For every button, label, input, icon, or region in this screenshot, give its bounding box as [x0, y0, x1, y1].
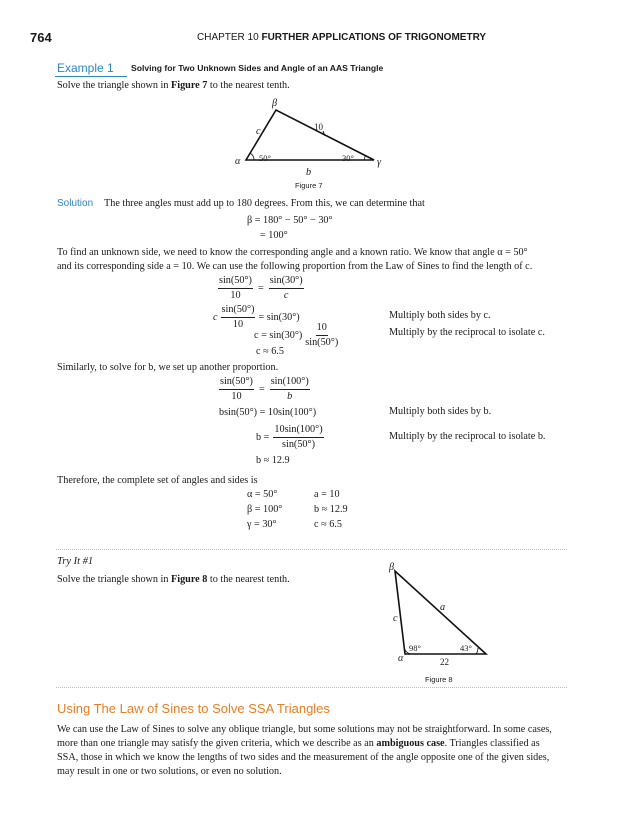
label-22: 22 — [440, 657, 449, 667]
result-row: γ = 30° c ≈ 6.5 — [247, 519, 342, 530]
equation-2: c $\frac{\sin(50^\circ)}{10}$ = sin(30°) — [213, 304, 300, 330]
note-reciprocal-c: Multiply by the reciprocal to isolate c. — [389, 327, 545, 338]
label-b-7: b — [306, 167, 312, 178]
equation-6: bsin(50°) = 10sin(100°) — [219, 407, 317, 418]
label-a-8: a — [440, 602, 446, 613]
label-10: 10 — [314, 122, 323, 132]
example-underline — [55, 76, 127, 77]
figure-8-ref: Figure 8 — [171, 574, 208, 585]
section-title: Using The Law of Sines to Solve SSA Triangles — [57, 701, 330, 716]
solution-intro: The three angles must add up to 180 degrees. From this, we can determine that — [104, 198, 425, 209]
figure-8-caption: Figure 8 — [425, 675, 453, 684]
try-it-label: Try It #1 — [57, 556, 94, 567]
fraction-left: $\frac{\sin(50^\circ)}{10}$ — [220, 376, 253, 402]
fraction: $\frac{\sin(50^\circ)}{10}$ — [221, 304, 255, 330]
similarly-text: Similarly, to solve for b, we set up another proportion. — [57, 362, 279, 373]
figure-7-ref: Figure 7 — [171, 80, 208, 91]
equation-c-result: c ≈ 6.5 — [256, 346, 284, 357]
label-alpha-8: α — [398, 653, 404, 664]
fraction-right: $\frac{\sin(30^\circ)}{c}$ — [269, 275, 303, 301]
solution-label: Solution — [57, 198, 94, 209]
label-gamma-7: γ — [377, 157, 382, 168]
proportion-2: $\frac{\sin(50^\circ)}{10}$ = $\frac{\sin(100^\circ)}{b}$ — [220, 376, 309, 402]
label-beta-7: β — [272, 98, 278, 109]
section-para-2: more than one triangle may satisfy the given criteria, which we describe as an ambiguous case. Triangles classified as — [57, 738, 540, 749]
angle-98: 98° — [409, 643, 421, 653]
example-title: Solving for Two Unknown Sides and Angle of an AAS Triangle — [131, 63, 384, 73]
equation-b-result: b ≈ 12.9 — [256, 455, 290, 466]
equation-7: b = $\frac{10\sin(100^\circ)}{\sin(50^\circ)}$ — [256, 424, 323, 450]
page-number: 764 — [30, 30, 52, 45]
equation-3: c = sin(30°) $\frac{10}{\sin(50^\circ)}$ — [254, 322, 339, 348]
section-para-1: We can use the Law of Sines to solve any oblique triangle, but some solutions may not be straightforward. In some cases, — [57, 724, 552, 735]
result-row: β = 100° b ≈ 12.9 — [247, 504, 348, 515]
chapter-title: FURTHER APPLICATIONS OF TRIGONOMETRY — [261, 32, 487, 43]
try-it-prompt: Solve the triangle shown in Figure 8 to the nearest tenth. — [57, 574, 290, 585]
label-c-8: c — [393, 613, 398, 624]
section-para-4: may result in one or two solutions, or even no solution. — [57, 766, 282, 777]
paragraph-line-1: To find an unknown side, we need to know the corresponding angle and a known ratio. We know that angle α = 50° — [57, 247, 528, 258]
note-multiply-b: Multiply both sides by b. — [389, 406, 492, 417]
section-para-3: SSA, those in which we know the lengths of two sides and the measurement of the angle opposite one of the given sides, — [57, 752, 550, 763]
paragraph-line-2: and its corresponding side a = 10. We can use the following proportion from the Law of Sines to find the length of c. — [57, 261, 533, 272]
example-prompt: Solve the triangle shown in Figure 7 to the nearest tenth. — [57, 80, 290, 91]
angle-43: 43° — [460, 643, 472, 653]
results-table — [247, 488, 348, 533]
label-beta-8: β — [389, 562, 395, 573]
result-row: α = 50° a = 10 — [247, 489, 340, 500]
angle-arc-alpha — [250, 153, 254, 160]
label-c-7: c — [256, 126, 261, 137]
chapter-heading — [197, 32, 486, 43]
divider-bottom — [56, 687, 567, 688]
figure-7-triangle — [230, 96, 390, 176]
fraction: $\frac{10\sin(100^\circ)}{\sin(50^\circ)}$ — [274, 424, 323, 450]
angle-50: 50° — [259, 153, 271, 163]
example-label: Example 1 — [57, 61, 114, 75]
note-reciprocal-b: Multiply by the reciprocal to isolate b. — [389, 431, 546, 442]
fraction: $\frac{10}{\sin(50^\circ)}$ — [305, 322, 339, 348]
chapter-number: CHAPTER 10 — [197, 32, 259, 43]
angle-30: 30° — [342, 153, 354, 163]
proportion-1: $\frac{\sin(50^\circ)}{10}$ = $\frac{\sin(30^\circ)}{c}$ — [219, 275, 303, 301]
therefore-text: Therefore, the complete set of angles and sides is — [57, 475, 258, 486]
angle-arc-gamma — [476, 648, 478, 654]
ambiguous-case-term: ambiguous case — [376, 738, 445, 749]
note-multiply-c: Multiply both sides by c. — [389, 310, 491, 321]
divider-top — [56, 549, 567, 550]
fraction-right: $\frac{\sin(100^\circ)}{b}$ — [270, 376, 309, 402]
figure-7-caption: Figure 7 — [295, 181, 323, 190]
label-alpha-7: α — [235, 156, 241, 167]
beta-equation-2: = 100° — [260, 230, 288, 241]
beta-equation-1: β = 180° − 50° − 30° — [247, 215, 333, 226]
fraction-left: $\frac{\sin(50^\circ)}{10}$ — [219, 275, 252, 301]
